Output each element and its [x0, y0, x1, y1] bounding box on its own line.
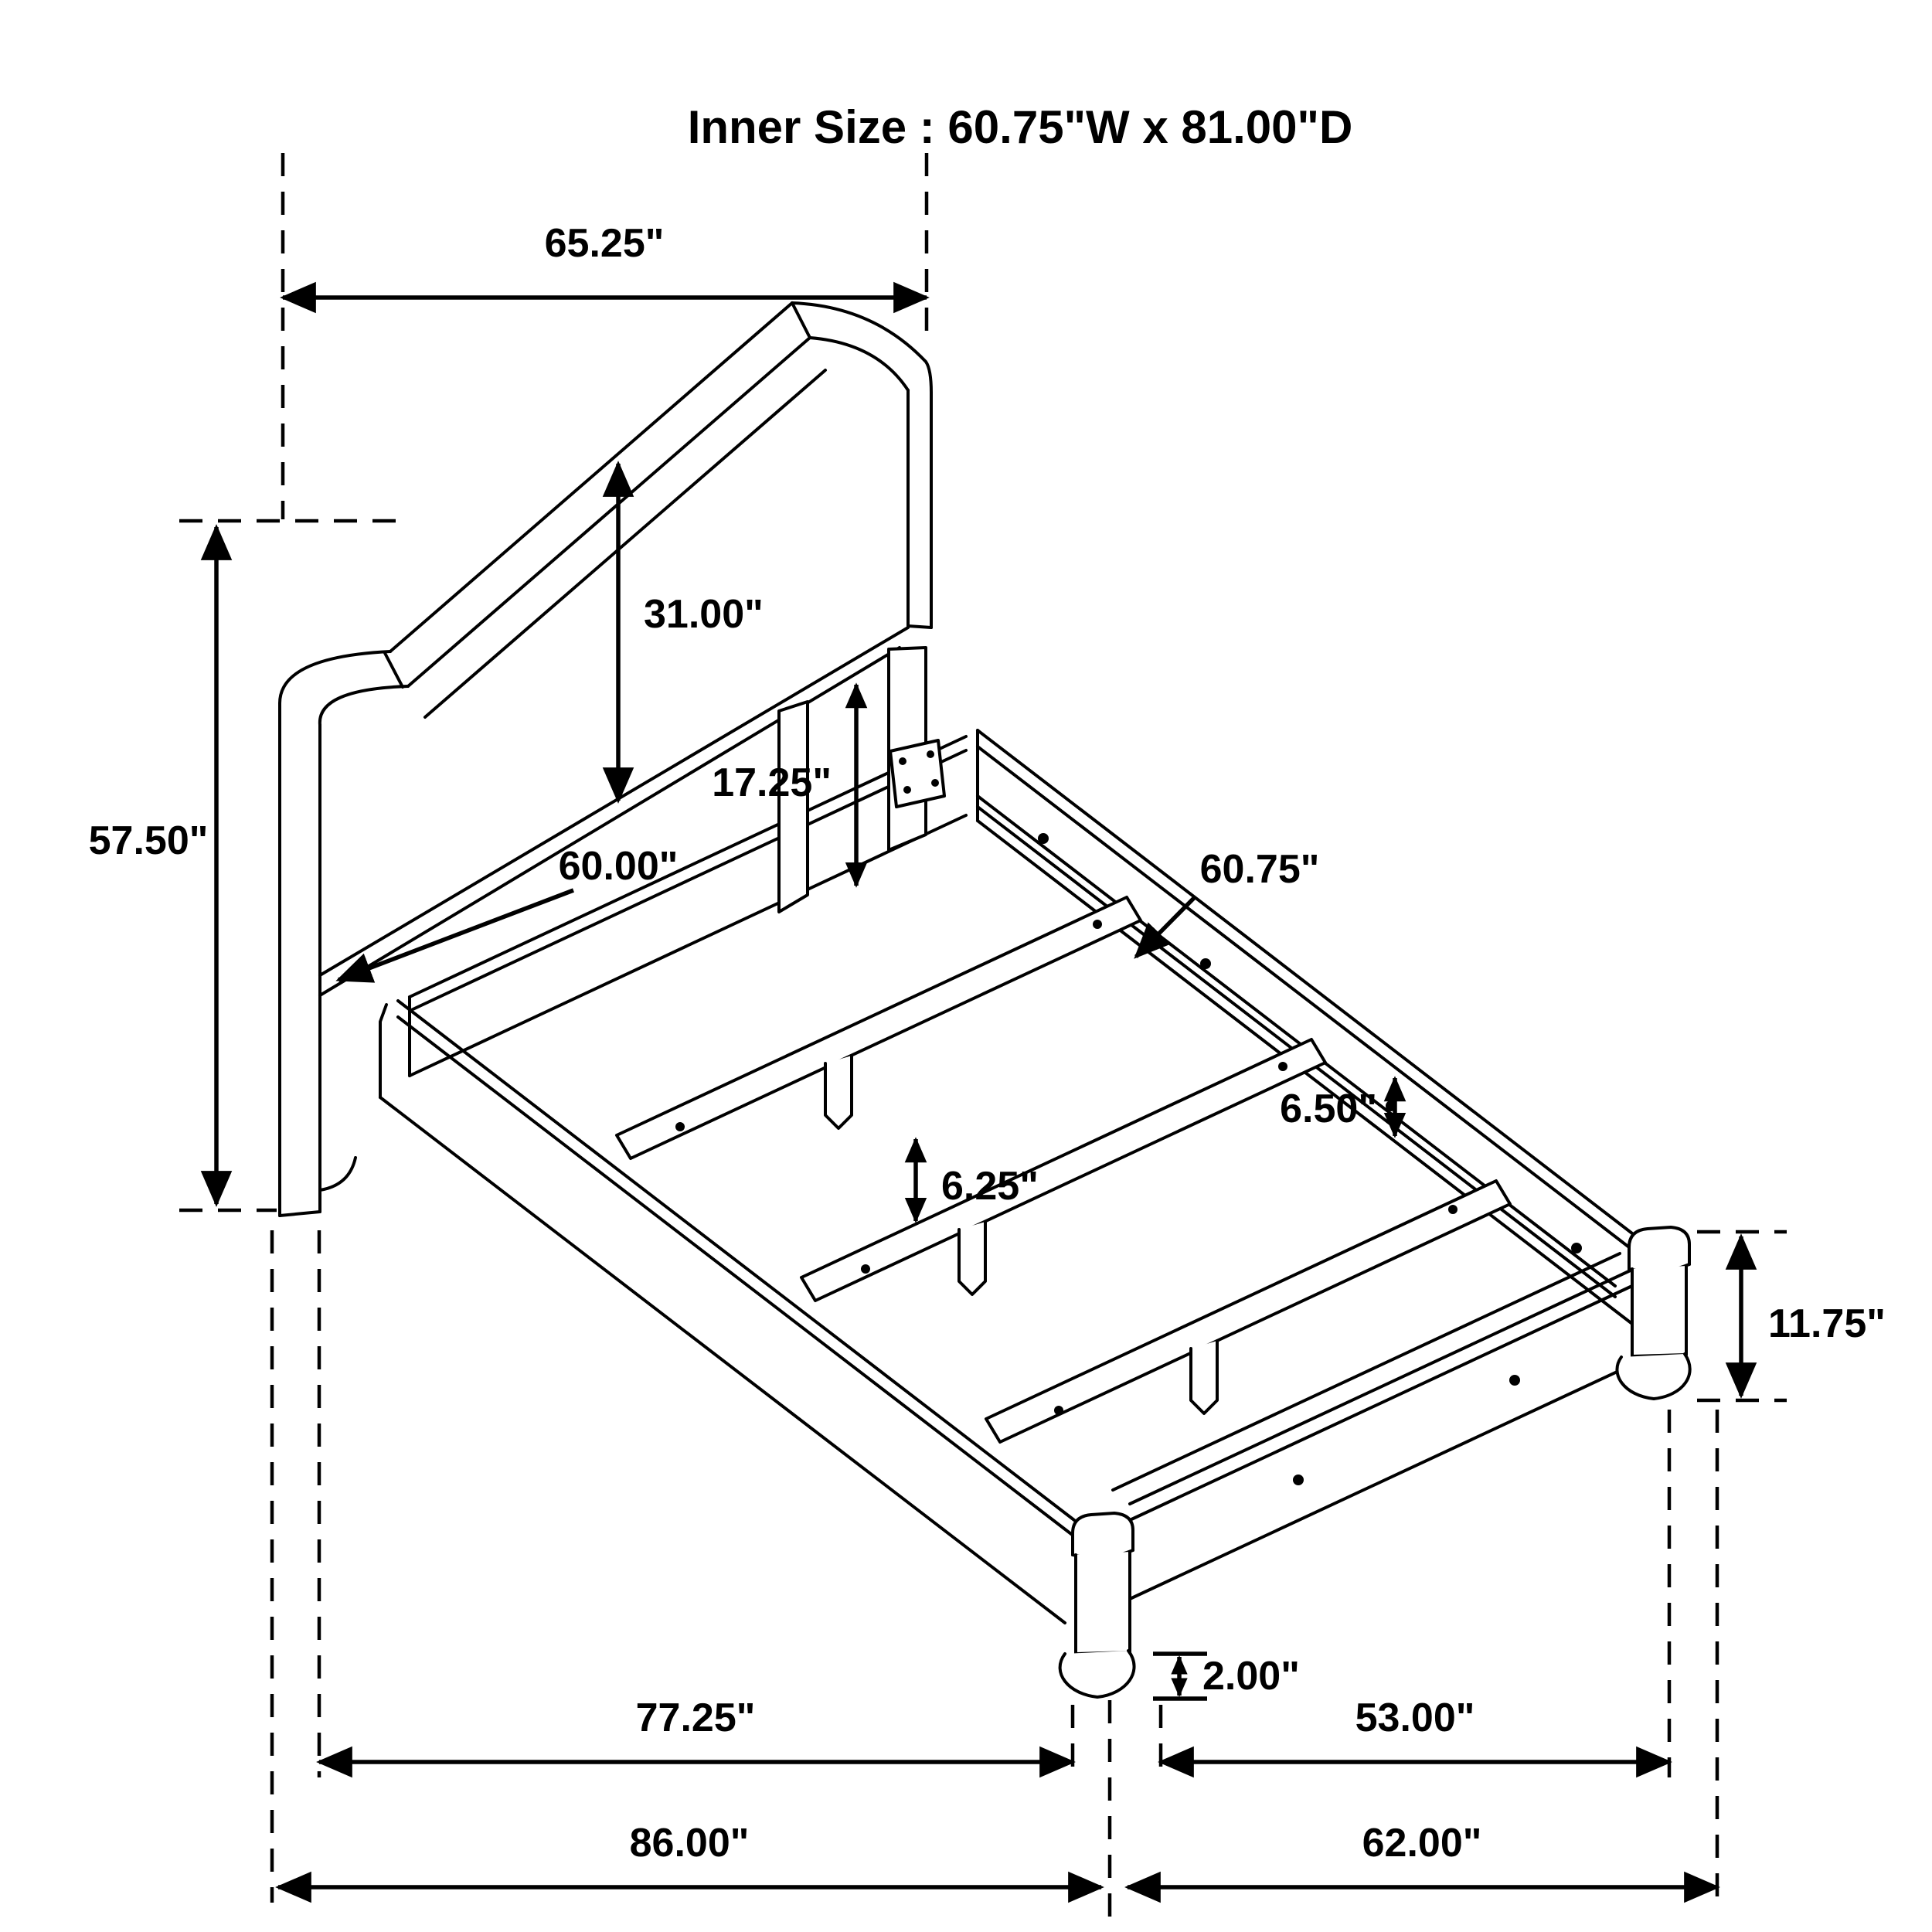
dim-label-overall-width: 62.00" [1362, 1821, 1482, 1866]
dim-panel-height [618, 464, 764, 801]
headboard-right-post-bottom [908, 626, 931, 628]
dim-label-panel-height: 31.00" [644, 592, 764, 637]
headboard-panel-top-edge [425, 370, 825, 717]
dim-label-headboard-inner-width: 60.00" [558, 844, 679, 889]
bracket-screw-dot [931, 779, 939, 787]
headboard-left-cap-joint [385, 653, 403, 687]
near-rail-head-end [380, 1005, 386, 1097]
corner-post-far [1617, 1227, 1689, 1399]
far-post-body [1632, 1266, 1686, 1356]
foot-rail [1113, 1253, 1634, 1599]
dim-label-foot-height: 2.00" [1202, 1654, 1300, 1699]
slat-1-center-leg [825, 1056, 852, 1128]
far-post-bun-foot [1617, 1354, 1689, 1399]
dim-label-side-rail-height: 11.75" [1768, 1301, 1886, 1346]
head-crossmember-lip [410, 750, 966, 1011]
dim-overall-width [1128, 1821, 1717, 1887]
dim-overall-depth [278, 1821, 1101, 1887]
dim-label-slat-floor-height: 6.25" [941, 1164, 1039, 1209]
dim-label-rail-inner-height: 6.50" [1280, 1087, 1377, 1131]
leader-slat-length [1136, 898, 1194, 957]
slat-2-screw-dot [1278, 1062, 1287, 1071]
slat-3-center-leg [1191, 1341, 1217, 1413]
near-post-cap [1073, 1513, 1133, 1555]
slat-1-screw-dot [675, 1122, 685, 1131]
headboard-left-cap-outer-curve [280, 651, 390, 703]
dim-label-slat-length: 60.75" [1199, 847, 1320, 892]
far-rail-screw-dot [1571, 1243, 1582, 1253]
dim-footboard-inner-span [1161, 1696, 1669, 1762]
headboard-left-post-bottom [280, 1212, 320, 1216]
near-post-bun-foot [1060, 1651, 1134, 1697]
slat-3-screw-dot [1054, 1406, 1063, 1415]
dim-foot-height [1153, 1654, 1300, 1699]
corner-post-near [1060, 1513, 1134, 1697]
dim-side-rail-length [319, 1696, 1073, 1762]
headboard-right-cap-inner-curve [810, 338, 908, 390]
dim-label-footboard-inner-span: 53.00" [1355, 1696, 1475, 1740]
headboard-center-leg [779, 702, 808, 912]
dimension-annotations [89, 221, 1886, 1887]
far-post-cap [1629, 1227, 1689, 1269]
dim-label-overall-depth: 86.00" [629, 1821, 750, 1866]
dim-label-headboard-width: 65.25" [544, 221, 665, 266]
slat-2-center-leg [959, 1222, 985, 1294]
bracket-screw-dot [899, 757, 906, 765]
bed-frame-drawing [280, 303, 1690, 1697]
foot-rail-screw-dot [1509, 1375, 1520, 1386]
dim-label-underbed-clearance: 17.25" [712, 760, 832, 805]
slat-3 [986, 1181, 1510, 1442]
bracket-plate [890, 740, 944, 807]
foot-rail-inner-edge [1113, 1253, 1620, 1490]
bracket-screw-dot [903, 786, 911, 794]
page-title: Inner Size : 60.75"W x 81.00"D [687, 101, 1353, 153]
side-rail-far [978, 730, 1632, 1324]
dim-headboard-height [89, 527, 216, 1204]
dim-side-rail-height [1741, 1236, 1886, 1396]
headboard-left-foot-bracket [320, 1158, 355, 1190]
slat-1-screw-dot [1093, 920, 1102, 929]
headboard-left-cap-inner-curve [320, 686, 408, 725]
dim-label-headboard-height: 57.50" [88, 818, 209, 863]
slats [617, 897, 1510, 1442]
near-post-body [1076, 1552, 1130, 1654]
dim-headboard-width [283, 221, 927, 298]
far-rail-screw-dot [1038, 833, 1049, 844]
slat-2-screw-dot [861, 1264, 870, 1274]
bracket-screw-dot [927, 750, 934, 758]
headboard-right-cap-joint [792, 303, 810, 338]
foot-rail-screw-dot [1293, 1475, 1304, 1485]
slat-3-screw-dot [1448, 1205, 1458, 1214]
rail-bracket-plate [890, 740, 944, 807]
far-rail-screw-dot [1200, 958, 1211, 969]
dim-label-side-rail-length: 77.25" [635, 1696, 756, 1740]
slat-1 [617, 897, 1141, 1158]
slat-2 [801, 1039, 1325, 1301]
